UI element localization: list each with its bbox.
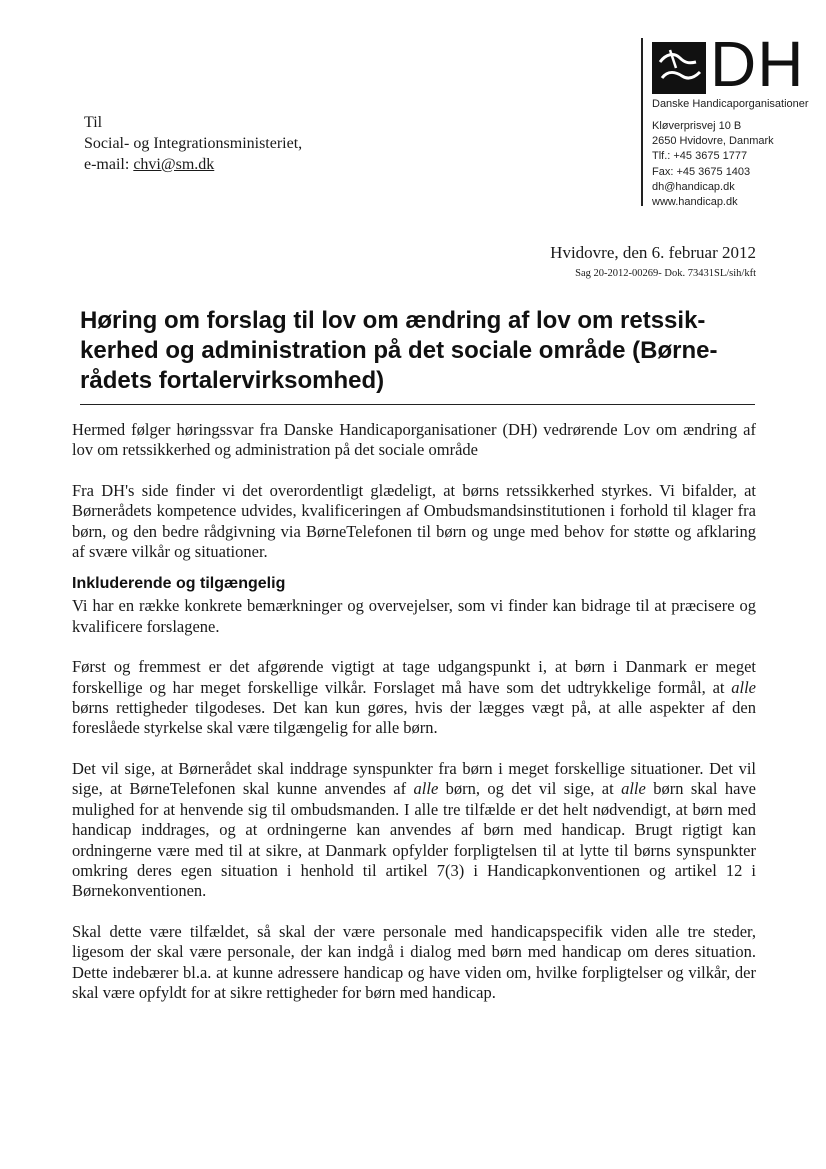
paragraph-4 (72, 657, 756, 739)
document-title (80, 306, 760, 396)
addressee-block (84, 112, 302, 175)
contact-address: Kløverprisvej 10 B (652, 120, 742, 132)
contact-block (652, 119, 774, 210)
addressee-email-line (84, 154, 302, 175)
paragraph-6: Skal dette være tilfældet, så skal der være personale med handicapspecifik viden alle tre steder, ligesom der skal være personale, der kan indgå i dialog med børn med handicap om deres situation. Dette indebærer bl.a. at kunne adressere handicap og have viden om, hvilke forpligtelser og vilkår, der skal være opfyldt for at sikre rettigheder for børn med handicap. (72, 921, 756, 1002)
addressee-to: Til (84, 114, 103, 131)
addressee-ministry: Social- og Integrationsministeriet, (84, 135, 303, 152)
title-line-3: rådets fortalervirksomhed) (80, 367, 385, 394)
org-name: Danske Handicaporganisationer (652, 98, 809, 110)
reference-line: Sag 20-2012-00269- Dok. 73431SL/sih/kft (575, 268, 756, 279)
title-line-2: kerhed og administration på det sociale område (Børne- (80, 337, 718, 364)
paragraph-3: Vi har en række konkrete bemærkninger og overvejelser, som vi finder kan bidrage til at præcisere og kvalificere forslagene. (72, 596, 756, 636)
dh-logo-text: DH (710, 28, 805, 100)
contact-phone: Tlf.: +45 3675 1777 (652, 150, 748, 163)
paragraph-5-emphasis-2: alle (621, 779, 646, 799)
letterhead-divider (641, 38, 643, 206)
body-text (72, 420, 756, 1003)
contact-fax: Fax: +45 3675 1403 (652, 165, 751, 178)
paragraph-5-emphasis-1: alle (413, 779, 439, 799)
contact-city: 2650 Hvidovre, Danmark (652, 135, 774, 148)
paragraph-4-emphasis: alle (731, 677, 756, 697)
paragraph-5-part-a: Det vil sige, at Børnerådet skal inddrage synspunkter fra børn i meget forskellige situationer. Det vil sige, at BørneTelefonen skal kunne anvendes af (72, 758, 756, 799)
paragraph-5 (72, 759, 756, 902)
title-rule (80, 404, 755, 405)
contact-website: www.handicap.dk (652, 196, 738, 209)
email-link[interactable]: chvi@sm.dk (133, 156, 215, 173)
email-label: e-mail: (84, 156, 134, 173)
dh-logo-mark-icon (652, 42, 706, 94)
paragraph-4-part-a: Først og fremmest er det afgørende vigtigt at tage udgangspunkt i, at børn i Danmark er meget forskellige og har meget forskellige vilkår. Forslaget må have som det udtrykkelige formål, at (72, 657, 756, 697)
date-line: Hvidovre, den 6. februar 2012 (550, 243, 756, 262)
paragraph-intro: Hermed følger høringssvar fra Danske Handicaporganisationer (DH) vedrørende Lov om ændring af lov om retssikkerhed og administration på det sociale område (72, 420, 756, 460)
paragraph-5-part-c: børn skal have mulighed for at henvende sig til ombudsmanden. I alle tre tilfælde er det helt nødvendigt, at børn med handicap inddrages, og at ordningerne kan anvendes af børn med handicap. Brugt rigtigt kan ordningerne være med til at sikre, at Danmark opfylder forpligtelsen til at lytte til børns synspunkter omkring deres egen situation i henhold til artikel 7(3) i Handicapkonventionen og artikel 12 i Børnekonventionen. (72, 779, 756, 901)
subheading: Inkluderende og tilgængelig (72, 575, 286, 593)
paragraph-5-part-b: børn, og det vil sige, at (438, 779, 622, 799)
paragraph-2: Fra DH's side finder vi det overordentligt glædeligt, at børns retssikkerhed styrkes. Vi bifalder, at Børnerådets kompetence udvides, kvalificeringen af Ombudsmandsinstitutionen i forhold til klager fra børn, og den bedre rådgivning via BørneTelefonen til børn og unge med behov for støtte og afklaring af svære vilkår og situationer. (72, 480, 756, 562)
contact-email: dh@handicap.dk (652, 180, 735, 193)
paragraph-4-part-b: børns rettigheder tilgodeses. Det kan kun gøres, hvis der lægges vægt på, at alle aspekter af den foreslåede styrkelse skal være tilgængelig for alle børn. (72, 698, 756, 738)
title-line-1: Høring om forslag til lov om ændring af lov om retssik- (80, 307, 706, 334)
